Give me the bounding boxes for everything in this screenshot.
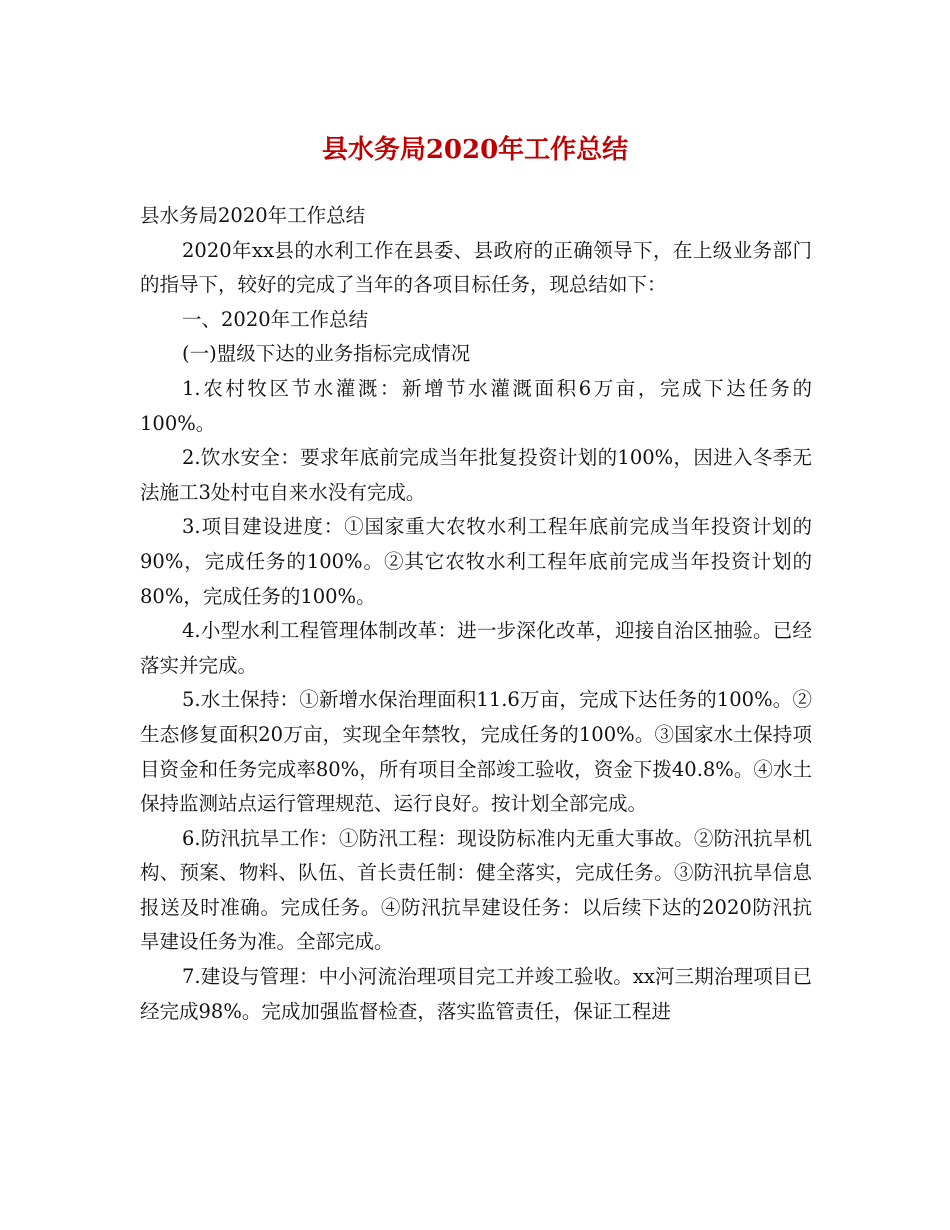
paragraph: 7.建设与管理：中小河流治理项目完工并竣工验收。xx河三期治理项目已经完成98%。完成加强监督检查，落实监管责任，保证工程进: [140, 965, 812, 1023]
paragraph: 1.农村牧区节水灌溉：新增节水灌溉面积6万亩，完成下达任务的100%。: [140, 376, 812, 435]
paragraph: 6.防汛抗旱工作：①防汛工程：现设防标准内无重大事故。②防汛抗旱机构、预案、物料、队伍、首长责任制：健全落实，完成任务。③防汛抗旱信息报送及时准确。完成任务。④防汛抗旱建设任务：以后续下达的2020防汛抗旱建设任务为准。全部完成。: [140, 826, 812, 954]
paragraph: 县水务局2020年工作总结: [140, 204, 366, 227]
paragraph: (一)盟级下达的业务指标完成情况: [182, 342, 471, 366]
paragraph: 3.项目建设进度：①国家重大农牧水利工程年底前完成当年投资计划的90%，完成任务的100%。②其它农牧水利工程年底前完成当年投资计划的80%，完成任务的100%。: [140, 515, 812, 608]
paragraph: 一、2020年工作总结: [182, 307, 369, 331]
document-body: [140, 199, 812, 1029]
paragraph: 2020年xx县的水利工作在县委、县政府的正确领导下，在上级业务部门的指导下，较好的完成了当年的各项目标任务，现总结如下：: [140, 238, 812, 297]
document-title: 县水务局2020年工作总结: [321, 135, 629, 165]
paragraph: 4.小型水利工程管理体制改革：进一步深化改革，迎接自治区抽验。已经落实并完成。: [140, 619, 812, 677]
paragraph: 2.饮水安全：要求年底前完成当年批复投资计划的100%，因进入冬季无法施工3处村屯自来水没有完成。: [140, 446, 812, 504]
paragraph: 5.水土保持：①新增水保治理面积11.6万亩，完成下达任务的100%。②生态修复面积20万亩，实现全年禁牧，完成任务的100%。③国家水土保持项目资金和任务完成率80%，所有项目全部竣工验收，资金下拨40.8%。④水土保持监测站点运行管理规范、运行良好。按计划全部完成。: [140, 688, 812, 816]
